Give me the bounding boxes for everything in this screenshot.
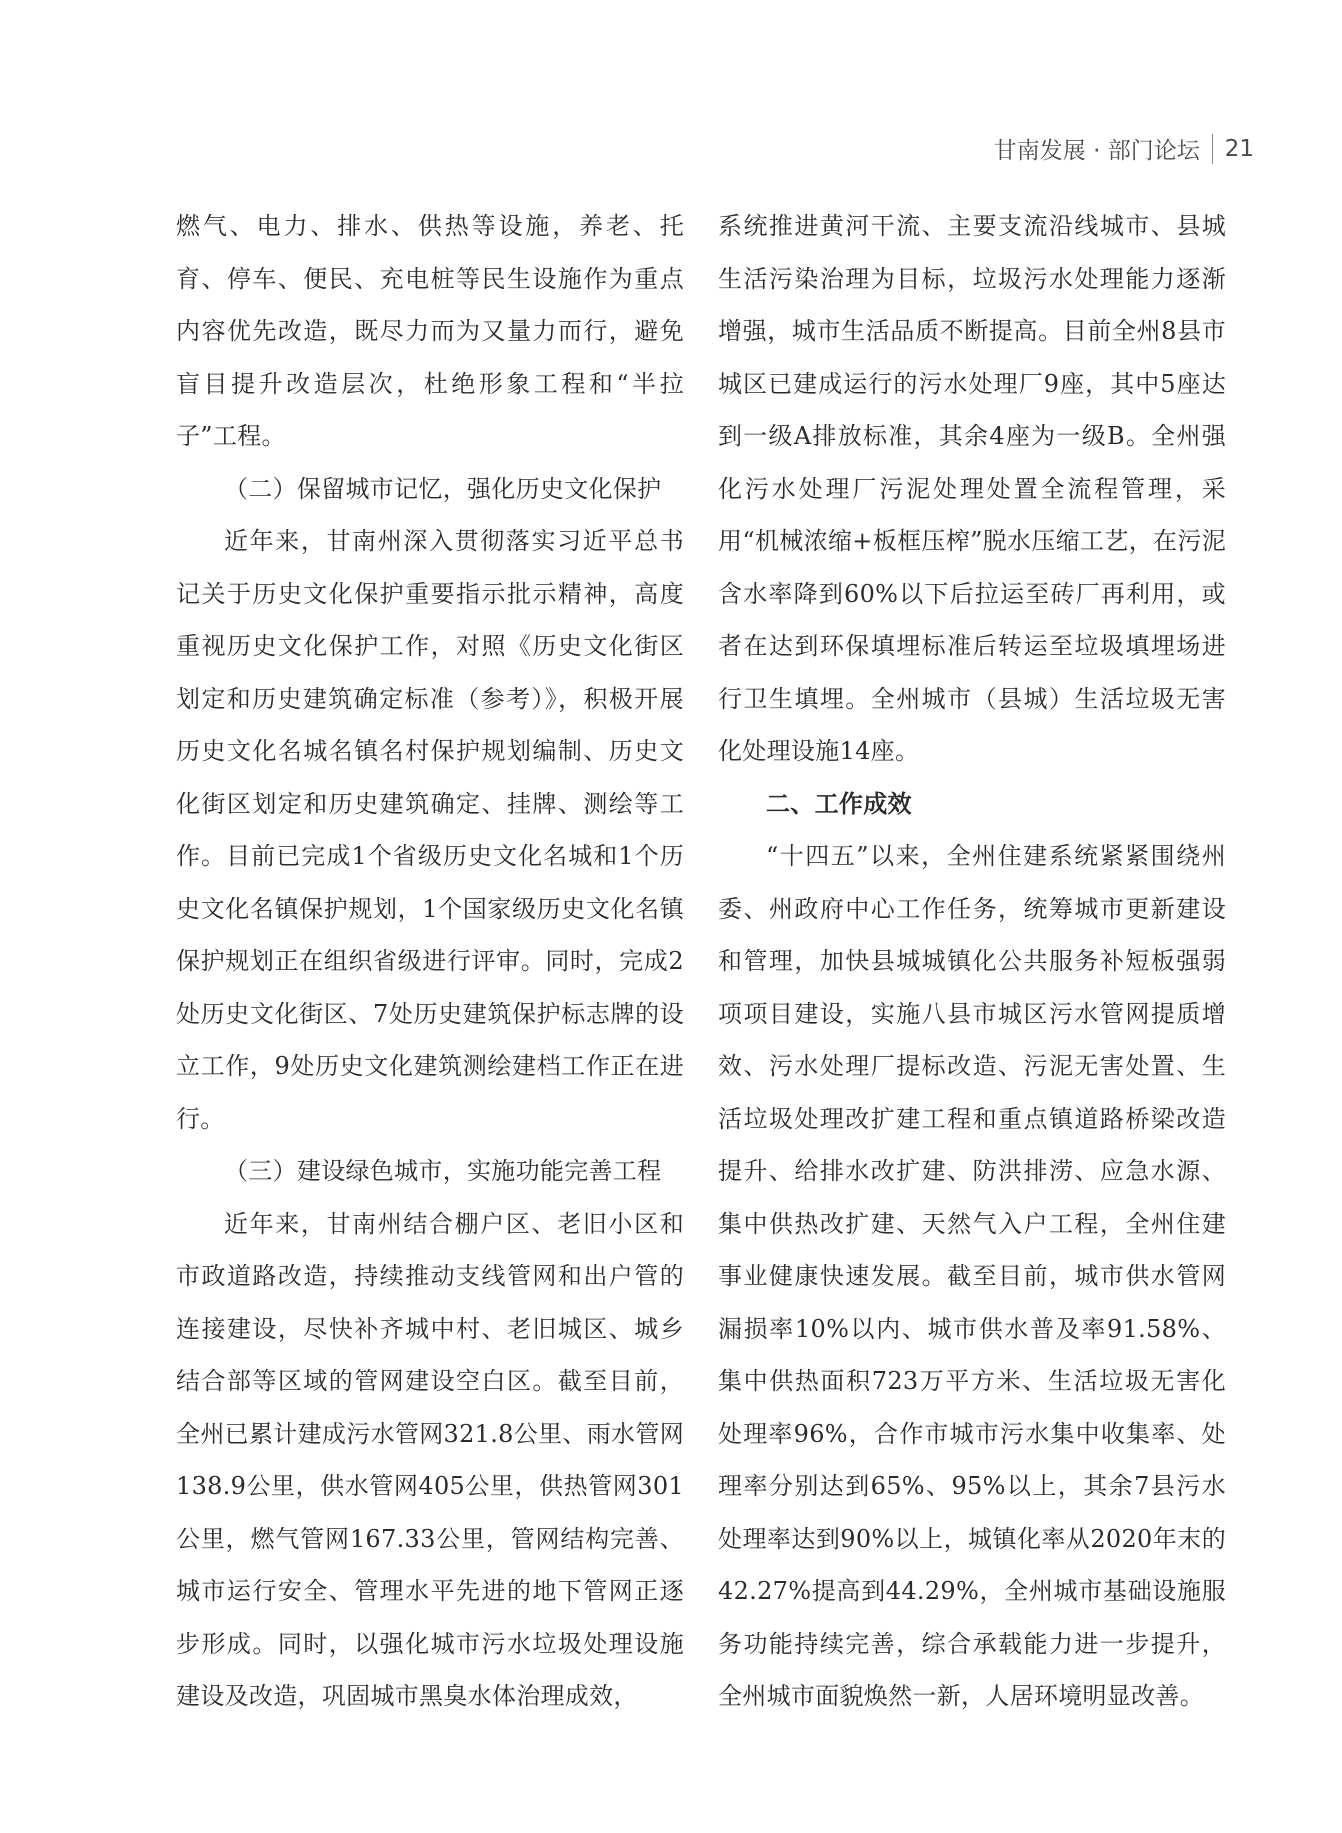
- page-number: 21: [1224, 135, 1254, 162]
- section-title: 甘南发展 · 部门论坛: [993, 138, 1200, 164]
- paragraph-continued-right: 系统推进黄河干流、主要支流沿线城市、县城生活污染治理为目标，垃圾污水处理能力逐渐增强，城市生活品质不断提高。目前全州8县市城区已建成运行的污水处理厂9座，其中5座达到一级A排放标准，其余4座为一级B。全州强化污水处理厂污泥处理处置全流程管理，采用“机械浓缩+板框压榨”脱水压缩工艺，在污泥含水率降到60%以下后拉运至砖厂再利用，或者在达到环保填埋标准后转运至垃圾填埋场进行卫生填埋。全州城市（县城）生活垃圾无害化处理设施14座。: [718, 212, 1226, 765]
- header-divider: [1212, 134, 1213, 164]
- subheading-green-city: （三）建设绿色城市，实施功能完善工程: [224, 1157, 662, 1185]
- paragraph-continued: 燃气、电力、排水、供热等设施，养老、托育、停车、便民、充电桩等民生设施作为重点内容优先改造，既尽力而为又量力而行，避免盲目提升改造层次，杜绝形象工程和“半拉子”工程。: [176, 212, 684, 450]
- subheading-heritage: （二）保留城市记忆，强化历史文化保护: [224, 474, 662, 503]
- paragraph-green-city: 近年来，甘南州结合棚户区、老旧小区和市政道路改造，持续推动支线管网和出户管的连接建设，尽快补齐城中村、老旧城区、城乡结合部等区域的管网建设空白区。截至目前，全州已累计建成污水管网321.8公里、雨水管网138.9公里，供水管网405公里，供热管网301公里，燃气管网167.33公里，管网结构完善、城市运行安全、管理水平先进的地下管网正逐步形成。同时，以强化城市污水垃圾处理设施建设及改造，巩固城市黑臭水体治理成效，: [176, 1209, 684, 1710]
- section-heading-results: 二、工作成效: [766, 789, 912, 818]
- left-column: [176, 200, 684, 1723]
- right-column: [718, 200, 1226, 1723]
- paragraph-results: “十四五”以来，全州住建系统紧紧围绕州委、州政府中心工作任务，统筹城市更新建设和管理，加快县城城镇化公共服务补短板强弱项项目建设，实施八县市城区污水管网提质增效、污水处理厂提标改造、污泥无害处置、生活垃圾处理改扩建工程和重点镇道路桥梁改造提升、给排水改扩建、防洪排涝、应急水源、集中供热改扩建、天然气入户工程，全州住建事业健康快速发展。截至目前，城市供水管网漏损率10%以内、城市供水普及率91.58%、集中供热面积723万平方米、生活垃圾无害化处理率96%，合作市城市污水集中收集率、处理率分别达到65%、95%以上，其余7县污水处理率达到90%以上，城镇化率从2020年末的42.27%提高到44.29%，全州城市基础设施服务功能持续完善，综合承载能力进一步提升，全州城市面貌焕然一新，人居环境明显改善。: [718, 842, 1226, 1710]
- paragraph-heritage: 近年来，甘南州深入贯彻落实习近平总书记关于历史文化保护重要指示批示精神，高度重视历史文化保护工作，对照《历史文化街区划定和历史建筑确定标准（参考）》，积极开展历史文化名城名镇名村保护规划编制、历史文化街区划定和历史建筑确定、挂牌、测绘等工作。目前已完成1个省级历史文化名城和1个历史文化名镇保护规划，1个国家级历史文化名镇保护规划正在组织省级进行评审。同时，完成2处历史文化街区、7处历史建筑保护标志牌的设立工作，9处历史文化建筑测绘建档工作正在进行。: [176, 527, 684, 1133]
- running-header: [994, 132, 1254, 165]
